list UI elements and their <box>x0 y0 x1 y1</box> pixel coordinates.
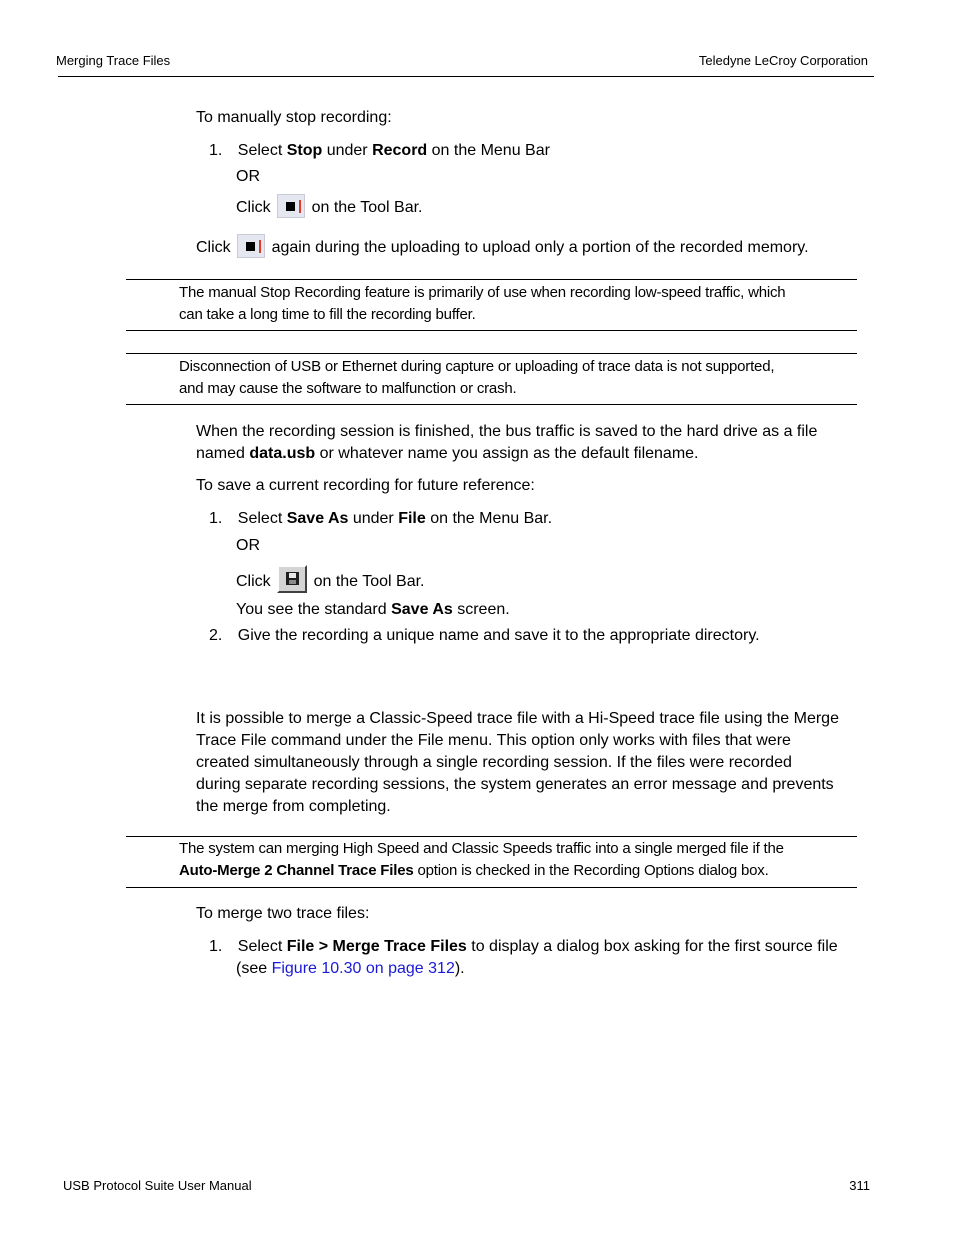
caution-rule-bottom <box>126 404 857 405</box>
stop-again-line: Click again during the uploading to upload only a portion of the recorded memory. <box>196 237 809 259</box>
save-step-1: 1. Select Save As under File on the Menu Bar. <box>209 510 553 527</box>
page-number: 311 <box>849 1178 870 1193</box>
merge-note-rule-top <box>126 836 857 837</box>
running-header-company: Teledyne LeCroy Corporation <box>698 53 868 68</box>
saved-paragraph: When the recording session is finished, the bus traffic is saved to the hard drive as a file named data.usb or whatever name you assign as the default filename. <box>196 423 818 462</box>
step-number: 1. <box>209 142 223 159</box>
menu-stop: Stop <box>286 142 323 159</box>
stop-record-icon[interactable] <box>237 234 265 258</box>
caution-disconnection: Disconnection of USB or Ethernet during capture or uploading of trace data is not supported, and may cause the software to malfunction or crash. <box>179 358 775 397</box>
merge-note-rule-bottom <box>126 887 857 888</box>
merge-paragraph: It is possible to merge a Classic-Speed trace file with a Hi-Speed trace file using the Merge Trace File command under the File menu. This option only works with files that were created simultaneously through a single recording session. If the files were recorded during separate recording sessions, the system generates an error message and prevents the merge from completing. <box>196 710 839 815</box>
stop-click-line: Click on the Tool Bar. <box>236 197 422 219</box>
stop-record-icon[interactable] <box>277 194 305 218</box>
note-stop-recording: The manual Stop Recording feature is primarily of use when recording low-speed traffic, which can take a long time to fill the recording buffer. <box>179 284 786 323</box>
note-rule-bottom <box>126 330 857 331</box>
note-rule-top <box>126 279 857 280</box>
figure-link[interactable]: Figure 10.30 on page 312 <box>271 960 455 977</box>
footer-manual-title: USB Protocol Suite User Manual <box>63 1178 252 1193</box>
caution-rule-top <box>126 353 857 354</box>
save-step-2: 2. Give the recording a unique name and save it to the appropriate directory. <box>209 627 760 644</box>
stop-intro: To manually stop recording: <box>196 109 392 126</box>
save-floppy-icon[interactable] <box>277 565 307 593</box>
save-as-screen-line: You see the standard Save As screen. <box>236 601 510 618</box>
merge-step-1-cont: (see Figure 10.30 on page 312). <box>236 960 465 977</box>
header-rule <box>58 76 874 77</box>
save-intro: To save a current recording for future reference: <box>196 477 535 494</box>
or-text: OR <box>236 537 260 554</box>
merge-intro: To merge two trace files: <box>196 905 370 922</box>
menu-record: Record <box>372 142 428 159</box>
or-text: OR <box>236 168 260 185</box>
running-header-title: Merging Trace Files <box>56 53 171 68</box>
save-click-line: Click on the Tool Bar. <box>236 571 424 593</box>
merge-step-1: 1. Select File > Merge Trace Files to display a dialog box asking for the first source file <box>209 938 838 955</box>
stop-step-1: 1. Select Stop under Record on the Menu Bar <box>209 142 550 159</box>
merge-note: The system can merging High Speed and Classic Speeds traffic into a single merged file if the Auto-Merge 2 Channel Trace Files option is checked in the Recording Options dialog box. <box>179 840 784 879</box>
